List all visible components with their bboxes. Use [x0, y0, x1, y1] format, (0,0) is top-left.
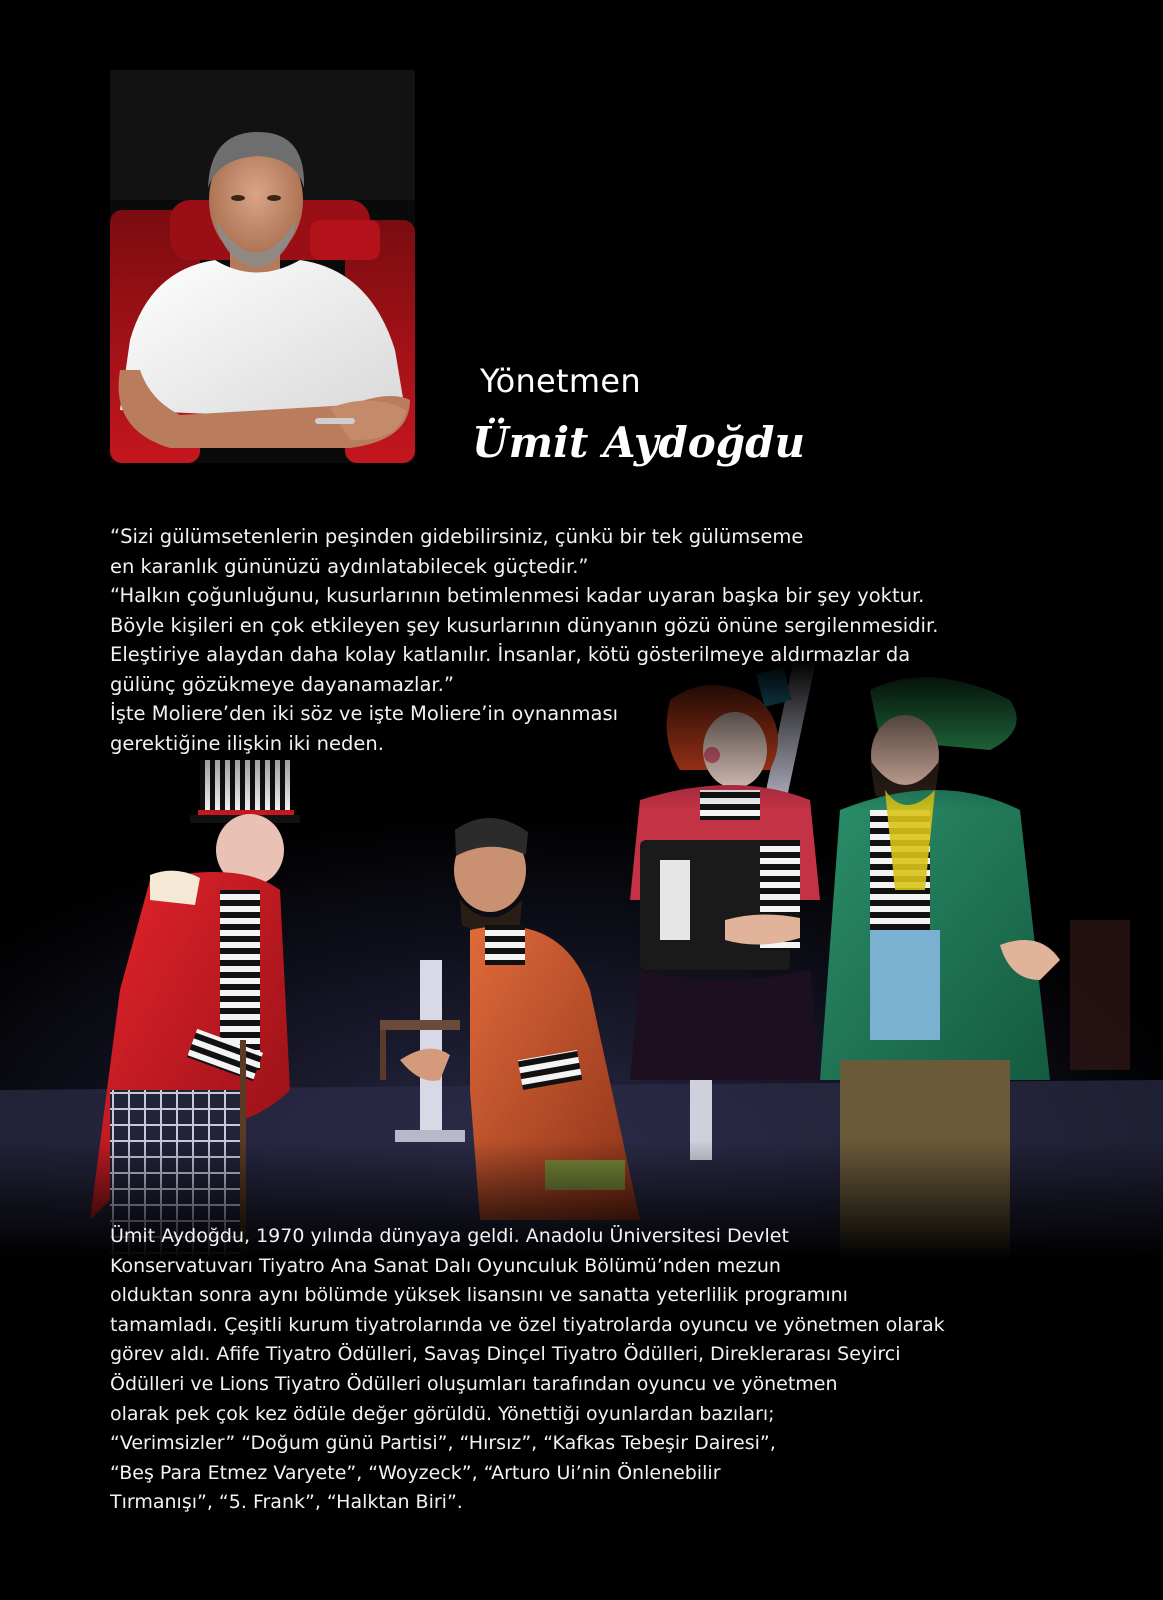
director-role-label: Yönetmen [480, 362, 641, 400]
moliere-quotes [110, 522, 970, 758]
director-portrait-photo [110, 70, 415, 463]
biography-text: Ümit Aydoğdu, 1970 yılında dünyaya geldi. Anadolu Üniversitesi Devlet Konservatuvarı Tiyatro Ana Sanat Dalı Oyunculuk Bölümü’nden mezun olduktan sonra aynı bölümde yüksek lisansını ve sanatta yeterlilik programını tamamladı. Çeşitli kurum tiyatrolarında ve özel tiyatrolarda oyuncu ve yönetmen olarak görev aldı. Afife Tiyatro Ödülleri, Savaş Dinçel Tiyatro Ödülleri, Direklerarası Seyirci Ödülleri ve Lions Tiyatro Ödülleri oluşumları tarafından oyuncu ve yönetmen olarak pek çok kez ödüle değer görüldü. Yönettiği oyunlardan bazıları; “Verimsizler” “Doğum günü Partisi”, “Hırsız”, “Kafkas Tebeşir Dairesi”, “Beş Para Etmez Varyete”, “Woyzeck”, “Arturo Ui’nin Önlenebilir Tırmanışı”, “5. Frank”, “Halktan Biri”. [110, 1225, 945, 1514]
quotes-text: “Sizi gülümsetenlerin peşinden gidebilirsiniz, çünkü bir tek gülümseme en karanlık gününüzü aydınlatabilecek güçtedir.” “Halkın çoğunluğunu, kusurlarının betimlenmesi kadar uyaran başka bir şey yoktur. Böyle kişileri en çok etkileyen şey kusurlarının dünyanın gözü önüne sergilenmesidir. Eleştiriye alaydan daha kolay katlanılır. İnsanlar, kötü gösterilmeye aldırmazlar da gülünç gözükmeye dayanamazlar.” İşte Moliere’den iki söz ve işte Moliere’in oynanması gerektiğine ilişkin iki neden. [110, 525, 939, 755]
director-name: Ümit Aydoğdu [472, 418, 805, 467]
director-biography [110, 1222, 990, 1518]
